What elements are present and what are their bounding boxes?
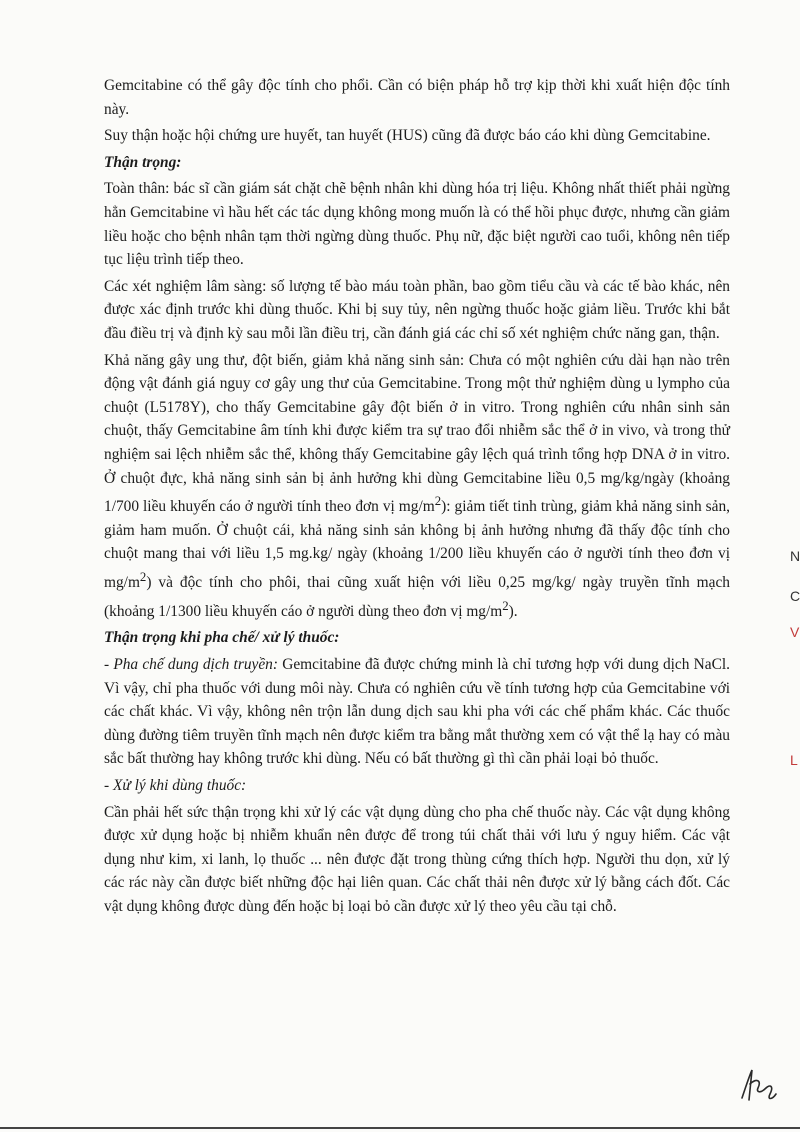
heading-preparation-precautions: Thận trọng khi pha chế/ xử lý thuốc: [104,629,340,647]
paragraph-lab-tests: Các xét nghiệm lâm sàng: số lượng tế bào máu toàn phần, bao gồm tiểu cầu và các tế bào khác, nên được xác định trước khi dùng thuốc. Khi bị suy tủy, nên ngừng thuốc hoặc giảm liều. Trước khi bắt đầu điều trị và định kỳ sau mỗi lần điều trị, cần đánh giá các chỉ số xét nghiệm chức năng gan, thận. [104,277,730,342]
document-body [104,74,730,922]
margin-mark: L [790,752,798,768]
label-infusion-prep: - Pha chế dung dịch truyền: [104,656,279,674]
paragraph-carcinogenicity: Khả năng gây ung thư, đột biến, giảm khả năng sinh sản: Chưa có một nghiên cứu dài hạn nào trên động vật đánh giá nguy cơ gây ung thư của Gemcitabine. Trong một thử nghiệm dùng u lympho của chuột (L5178Y), cho thấy Gemcitabine gây đột biến ở in vitro. Trong nghiên cứu nhân sinh sản chuột, thấy Gemcitabine âm tính khi được kiểm tra sự trao đổi nhiễm sắc thể ở in vivo, và trong thử nghiệm sai lệch nhiễm sắc thể, không thấy Gemcitabine gây lệch quá trình tổng hợp DNA ở in vitro. Ở chuột đực, khả năng sinh sản bị ảnh hưởng khi dùng Gemcitabine liều 0,5 mg/kg/ngày (khoảng 1/700 liều khuyến cáo ở người tính theo đơn vị $mg/m^2$): giảm tiết tinh trùng, giảm khả năng sinh sản, giảm ham muốn. Ở chuột cái, khả năng sinh sản không bị ảnh hưởng nhưng đã thấy độc tính cho chuột mang thai với liều 1,5 mg.kg/ ngày (khoảng 1/200 liều khuyến cáo ở người tính theo đơn vị $mg/m^2$) và độc tính cho phôi, thai cũng xuất hiện với liều 0,25 mg/kg/ ngày truyền tĩnh mạch (khoảng 1/1300 liều khuyến cáo ở người dùng theo đơn vị $mg/m^2$). [104,351,730,620]
text-infusion-prep: Gemcitabine đã được chứng minh là chỉ tương hợp với dung dịch NaCl. Vì vậy, chỉ pha thuốc với dung môi này. Chưa có nghiên cứu về tính tương hợp của Gemcitabine với các chất khác. Vì vậy, không nên trộn lẫn dung dịch sau khi pha với các chế phẩm khác. Các thuốc dùng đường tiêm truyền tĩnh mạch nên được kiểm tra bằng mắt thường xem có vật thể lạ hay có màu sắc bất thường hay không trước khi dùng. Nếu có bất thường gì thì cần phải loại bỏ thuốc. [104,656,730,768]
heading-precautions: Thận trọng: [104,153,182,171]
paragraph-renal-hus: Suy thận hoặc hội chứng ure huyết, tan huyết (HUS) cũng đã được báo cáo khi dùng Gemcitabine. [104,127,711,145]
margin-mark: N [790,548,800,564]
label-handling: - Xử lý khi dùng thuốc: [104,777,247,794]
paragraph-lung-toxicity: Gemcitabine có thể gây độc tính cho phổi. Cần có biện pháp hỗ trợ kịp thời khi xuất hiện độc tính này. [104,77,730,118]
margin-mark: C [790,588,800,604]
bottom-rule [0,1127,800,1129]
margin-mark: V [790,624,800,640]
paragraph-handling: Cần phải hết sức thận trọng khi xử lý các vật dụng dùng cho pha chế thuốc này. Các vật dụng không được xử dụng hoặc bị nhiễm khuẩn nên được để trong túi chất thải với lưu ý nguy hiểm. Các vật dụng như kim, xi lanh, lọ thuốc ... nên được đặt trong thùng cứng thích hợp. Người thu dọn, xử lý các rác này cần được biết những độc hại liên quan. Các chất thải nên được xử lý bằng cách đốt. Các vật dụng không được dùng đến hoặc bị loại bỏ cần được xử lý theo yêu cầu tại chỗ. [104,803,730,915]
paragraph-handling-label [104,774,730,798]
signature-initials [736,1064,780,1104]
paragraph-general: Toàn thân: bác sĩ cần giám sát chặt chẽ bệnh nhân khi dùng hóa trị liệu. Không nhất thiết phải ngừng hẳn Gemcitabine vì hầu hết các tác dụng không mong muốn là có thể hồi phục được, nhưng cần giảm liều hoặc cho bệnh nhân tạm thời ngừng dùng thuốc. Phụ nữ, đặc biệt người cao tuổi, không nên tiếp tục liệu trình tiếp theo. [104,180,730,269]
paragraph-infusion-prep [104,653,730,771]
